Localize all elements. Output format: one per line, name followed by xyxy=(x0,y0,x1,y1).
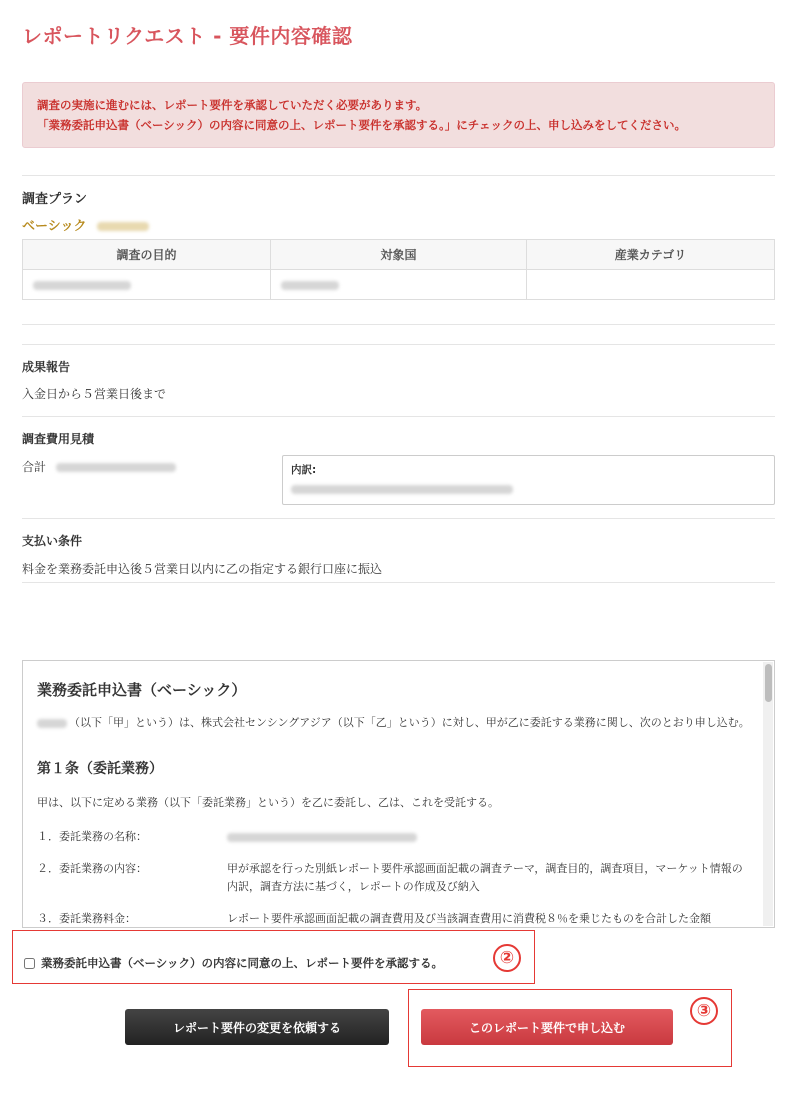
contract-intro xyxy=(37,714,752,732)
annotation-marker-2: ② xyxy=(493,944,521,972)
alert-line-2: 「業務委託申込書（ベーシック）の内容に同意の上、レポート要件を承認する。」にチェックの上、申し込みをしてください。 xyxy=(37,118,686,132)
table-header-row xyxy=(23,240,775,270)
table-header-category: 産業カテゴリ xyxy=(527,240,775,270)
estimate-heading: 調査費用見積 xyxy=(22,432,95,446)
estimate-breakdown xyxy=(282,455,775,505)
divider xyxy=(22,324,775,325)
total-label: 合計 xyxy=(22,460,47,474)
item-key: １．委託業務の名称： xyxy=(37,830,147,843)
request-change-button[interactable]: レポート要件の変更を依頼する xyxy=(125,1009,389,1045)
agreement-label: 業務委託申込書（ベーシック）の内容に同意の上、レポート要件を承認する。 xyxy=(41,956,444,970)
table-row xyxy=(23,270,775,300)
divider xyxy=(22,582,775,583)
divider xyxy=(22,344,775,345)
plan-heading: 調査プラン xyxy=(22,192,88,207)
estimate-total xyxy=(22,458,176,475)
submit-button[interactable]: このレポート要件で申し込む xyxy=(421,1009,673,1045)
table-header-country: 対象国 xyxy=(271,240,527,270)
category-cell xyxy=(527,270,775,300)
item-key: ２．委託業務の内容： xyxy=(37,862,147,875)
breakdown-label: 内訳: xyxy=(291,464,317,476)
alert-line-1: 調査の実施に進むには、レポート要件を承認していただく必要があります。 xyxy=(37,98,428,112)
divider xyxy=(22,518,775,519)
annotation-marker-3: ③ xyxy=(690,997,718,1025)
agreement-checkbox-row[interactable] xyxy=(24,955,443,971)
plan-name xyxy=(22,215,149,234)
divider xyxy=(22,416,775,417)
page-title: レポートリクエスト - 要件内容確認 xyxy=(22,24,353,48)
table-header-purpose: 調査の目的 xyxy=(23,240,271,270)
payment-heading: 支払い条件 xyxy=(22,534,83,548)
redacted-item-value xyxy=(227,833,417,842)
item-value: レポート要件承認画面記載の調査費用及び当該調査費用に消費税８％を乗じたものを合計した金額 xyxy=(227,912,711,925)
redacted-breakdown xyxy=(291,485,513,494)
redacted-text xyxy=(281,281,339,290)
list-item xyxy=(37,910,752,928)
list-item xyxy=(37,828,752,846)
contract-title: 業務委託申込書（ベーシック） xyxy=(37,681,247,699)
report-value: 入金日から５営業日後まで xyxy=(22,387,167,401)
contract-intro-text: （以下「甲」という）は、株式会社センシングアジア（以下「乙」という）に対し、甲が乙に委託する業務に関し、次のとおり申し込む。 xyxy=(69,716,750,729)
article-1-body: 甲は、以下に定める業務（以下「委託業務」という）を乙に委託し、乙は、これを受託する。 xyxy=(37,796,499,809)
redacted-text xyxy=(33,281,131,290)
plan-table xyxy=(22,239,775,300)
agreement-checkbox[interactable] xyxy=(24,958,35,969)
redacted-plan-id xyxy=(97,222,149,231)
payment-value: 料金を業務委託申込後５営業日以内に乙の指定する銀行口座に振込 xyxy=(22,562,383,576)
country-cell xyxy=(271,270,527,300)
purpose-cell xyxy=(23,270,271,300)
item-key: ３．委託業務料金： xyxy=(37,912,136,925)
plan-name-text: ベーシック xyxy=(22,219,87,234)
redacted-total xyxy=(56,463,176,472)
divider xyxy=(22,175,775,176)
scrollbar-thumb[interactable] xyxy=(765,664,772,702)
report-heading: 成果報告 xyxy=(22,360,71,374)
contract-document[interactable] xyxy=(22,660,775,928)
alert-message xyxy=(22,82,775,148)
item-value: 甲が承認を行った別紙レポート要件承認画面記載の調査テーマ，調査目的，調査項目，マーケット情報の内訳，調査方法に基づく，レポートの作成及び納入 xyxy=(227,862,743,893)
article-1-title: 第１条（委託業務） xyxy=(37,761,163,777)
redacted-client xyxy=(37,719,67,728)
list-item xyxy=(37,860,752,896)
